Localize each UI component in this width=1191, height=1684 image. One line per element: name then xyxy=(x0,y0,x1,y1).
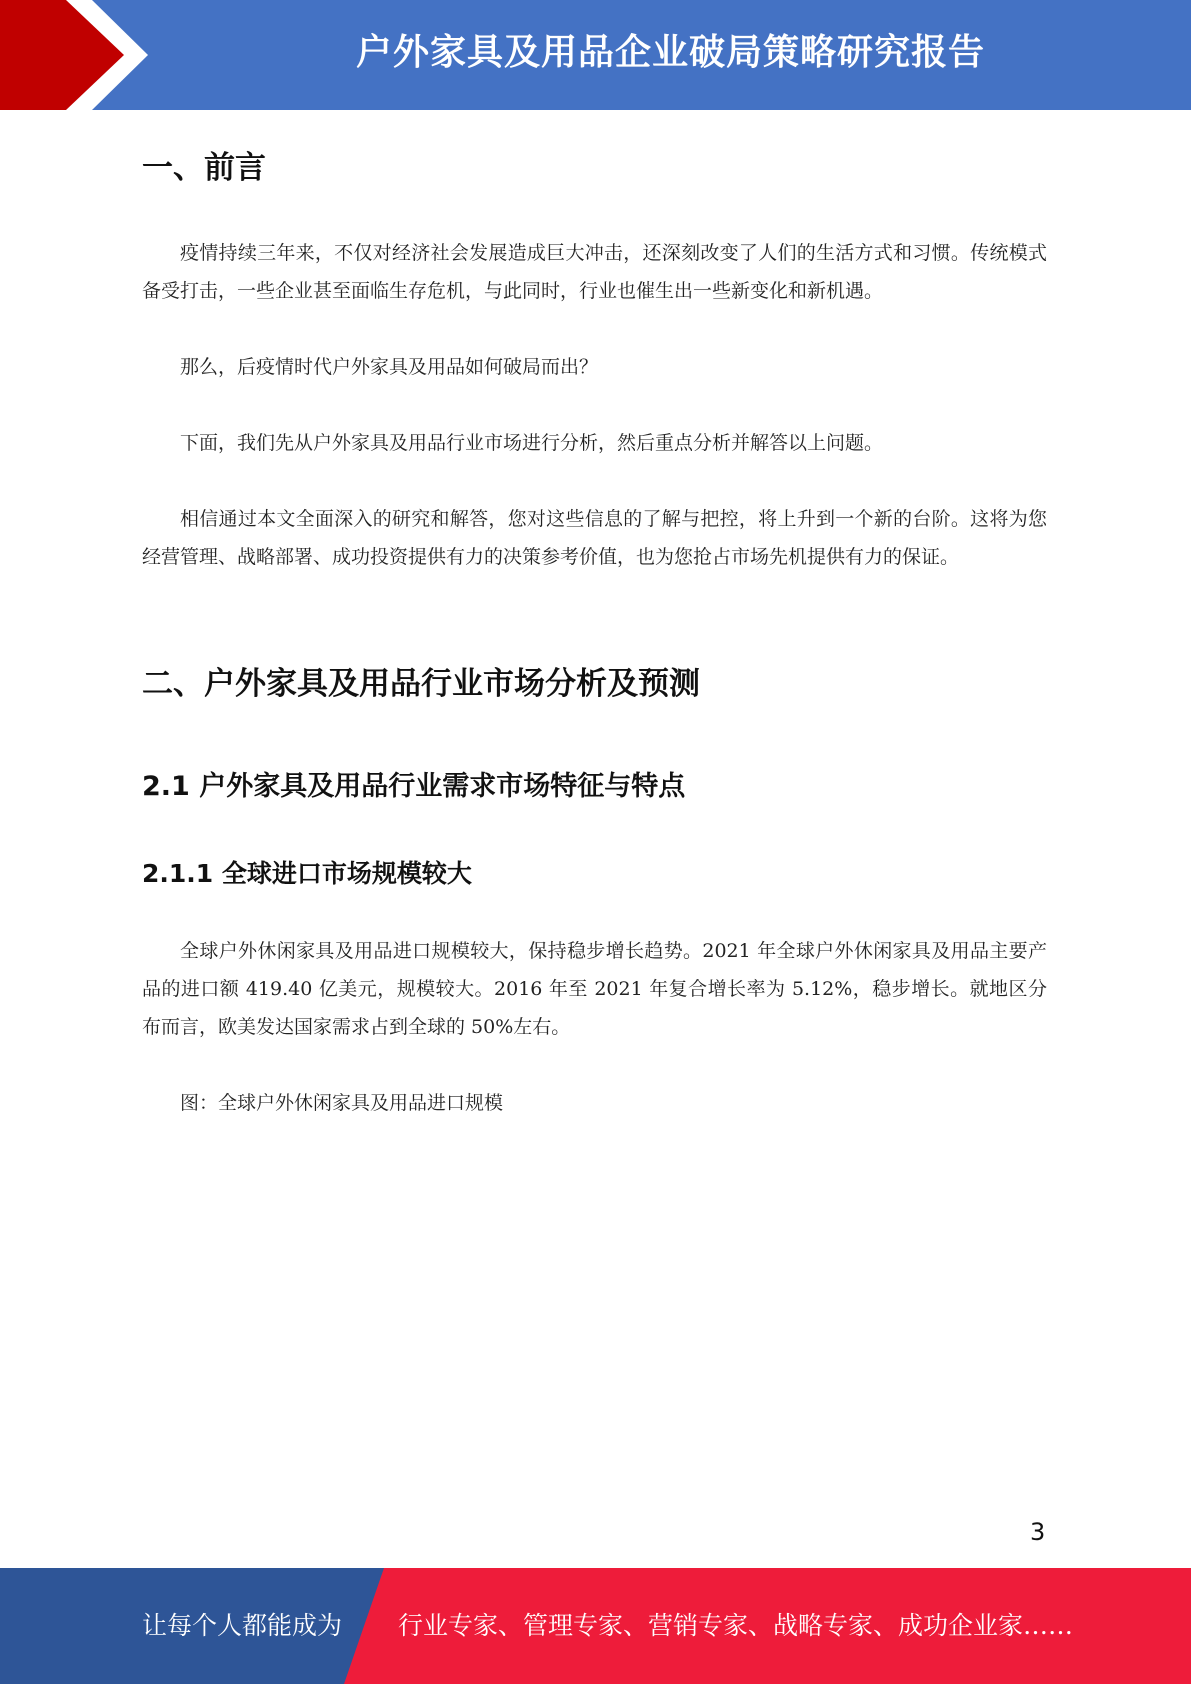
figure-caption: 图：全球户外休闲家具及用品进口规模 xyxy=(180,1092,504,1114)
section-1-heading: 一、前言 xyxy=(142,150,266,186)
footer-slogan-right: 行业专家、管理专家、营销专家、战略专家、成功企业家…… xyxy=(398,1611,1074,1640)
paragraph-intro-2: 那么，后疫情时代户外家具及用品如何破局而出？ xyxy=(180,356,599,378)
header-arrow-decoration xyxy=(0,0,150,110)
paragraph-intro-4: 相信通过本文全面深入的研究和解答，您对这些信息的了解与把控，将上升到一个新的台阶。这将为您经营管理、战略部署、成功投资提供有力的决策参考价值，也为您抢占市场先机提供有力的保证。 xyxy=(142,508,1047,568)
page-number: 3 xyxy=(1030,1518,1046,1546)
section-2-1-heading: 2.1 户外家具及用品行业需求市场特征与特点 xyxy=(142,771,686,802)
report-title: 户外家具及用品企业破局策略研究报告 xyxy=(355,32,985,73)
footer-banner xyxy=(0,1568,1191,1684)
header-banner xyxy=(0,0,1191,110)
paragraph-intro-3: 下面，我们先从户外家具及用品行业市场进行分析，然后重点分析并解答以上问题。 xyxy=(180,432,884,454)
section-2-heading: 二、户外家具及用品行业市场分析及预测 xyxy=(142,666,700,702)
footer-slogan-left: 让每个人都能成为 xyxy=(142,1611,343,1640)
paragraph-intro-1: 疫情持续三年来，不仅对经济社会发展造成巨大冲击，还深刻改变了人们的生活方式和习惯。传统模式备受打击，一些企业甚至面临生存危机，与此同时，行业也催生出一些新变化和新机遇。 xyxy=(142,242,1047,302)
paragraph-market-scale: 全球户外休闲家具及用品进口规模较大，保持稳步增长趋势。2021 年全球户外休闲家具及用品主要产品的进口额 419.40 亿美元，规模较大。2016 年至 2021 年复合增长率为 5.12%，稳步增长。就地区分布而言，欧美发达国家需求占到全球的 50%左右。 xyxy=(142,940,1047,1038)
section-2-1-1-heading: 2.1.1 全球进口市场规模较大 xyxy=(142,859,472,888)
